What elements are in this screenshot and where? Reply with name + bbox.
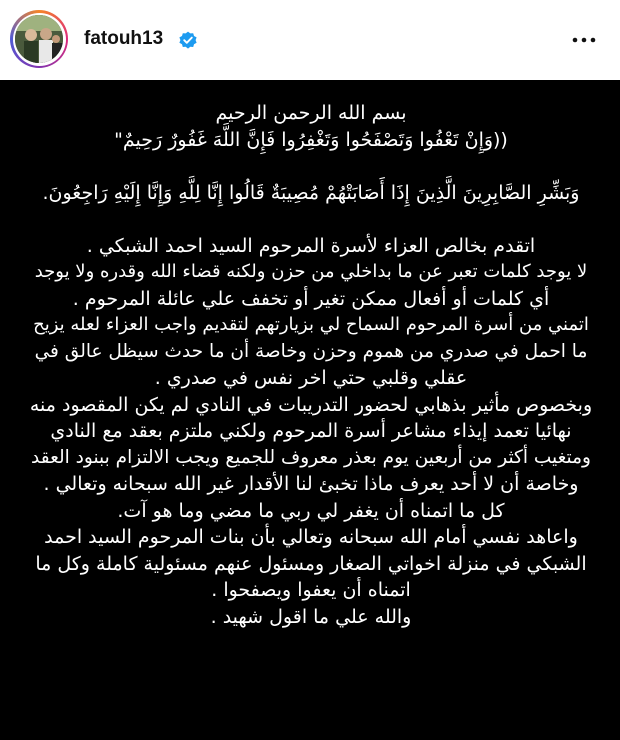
more-options-icon[interactable] bbox=[570, 28, 598, 52]
text-line: واعاهد نفسي أمام الله سبحانه وتعالي بأن بنات المرحوم السيد احمد bbox=[44, 526, 578, 548]
text-line: نهائيا تعمد إيذاء مشاعر أسرة المرحوم ولكني ملتزم بعقد مع النادي bbox=[50, 420, 572, 442]
text-line: اتمناه أن يعفوا ويصفحوا . bbox=[211, 579, 411, 601]
text-line: بسم الله الرحمن الرحيم bbox=[215, 102, 407, 124]
text-line: ومتغيب أكثر من أربعين يوم بعذر معروف للجميع ويجب الالتزام ببنود العقد bbox=[31, 446, 591, 468]
avatar-border bbox=[13, 13, 66, 66]
text-line: وبخصوص مأثير بذهابي لحضور التدريبات في النادي لم يكن المقصود منه bbox=[29, 393, 593, 416]
text-line: والله علي ما اقول شهيد . bbox=[210, 605, 412, 628]
text-line: أي كلمات أو أفعال ممكن تغير أو تخفف علي عائلة المرحوم . bbox=[72, 287, 550, 310]
text-line: اتمني من أسرة المرحوم السماح لي بزيارتهم لتقديم واجب العزاء لعله يزيح bbox=[33, 314, 589, 335]
post-image bbox=[0, 80, 620, 740]
text-line: لا يوجد كلمات تعبر عن ما بداخلي من حزن ولكنه قضاء الله وقدره ولا يوجد bbox=[34, 261, 588, 282]
text-line: عقلي وقلبي حتي اخر نفس في صدري . bbox=[154, 367, 468, 389]
text-line: وخاصة أن لا أحد يعرف ماذا تخبئ لنا الأقدار غير الله سبحانه وتعالي . bbox=[43, 473, 579, 495]
text-line: اتقدم بخالص العزاء لأسرة المرحوم السيد احمد الشبكي . bbox=[86, 234, 536, 257]
text-gap bbox=[28, 153, 594, 180]
avatar[interactable] bbox=[15, 15, 63, 63]
verified-badge-icon bbox=[178, 30, 198, 50]
condolence-statement bbox=[28, 100, 594, 630]
text-line: وَبَشِّرِ الصَّابِرِينَ الَّذِينَ إِذَا أَصَابَتْهُمْ مُصِيبَةٌ قَالُوا إِنَّا لِلَّهِ وَإِنَّا إِلَيْهِ رَاجِعُونَ. bbox=[42, 181, 580, 204]
avatar-image-icon bbox=[15, 15, 63, 63]
story-ring[interactable] bbox=[10, 10, 68, 68]
text-line: كل ما اتمناه أن يغفر لي ربي ما مضي وما هو آت. bbox=[117, 499, 505, 522]
post-header bbox=[0, 0, 620, 80]
text-line: الشبكي في منزلة اخواتي الصغار ومسئول عنهم مسئولية كاملة وكل ما bbox=[35, 552, 587, 575]
text-gap bbox=[28, 206, 594, 233]
text-line: ((وَإِنْ تَعْفُوا وَتَصْفَحُوا وَتَغْفِرُوا فَإِنَّ اللَّهَ غَفُورٌ رَحِيمٌ" bbox=[114, 128, 508, 151]
username[interactable]: fatouh13 bbox=[84, 28, 164, 49]
text-line: ما احمل في صدري من هموم وحزن وخاصة أن ما حدث سيظل عالق في bbox=[34, 340, 588, 362]
